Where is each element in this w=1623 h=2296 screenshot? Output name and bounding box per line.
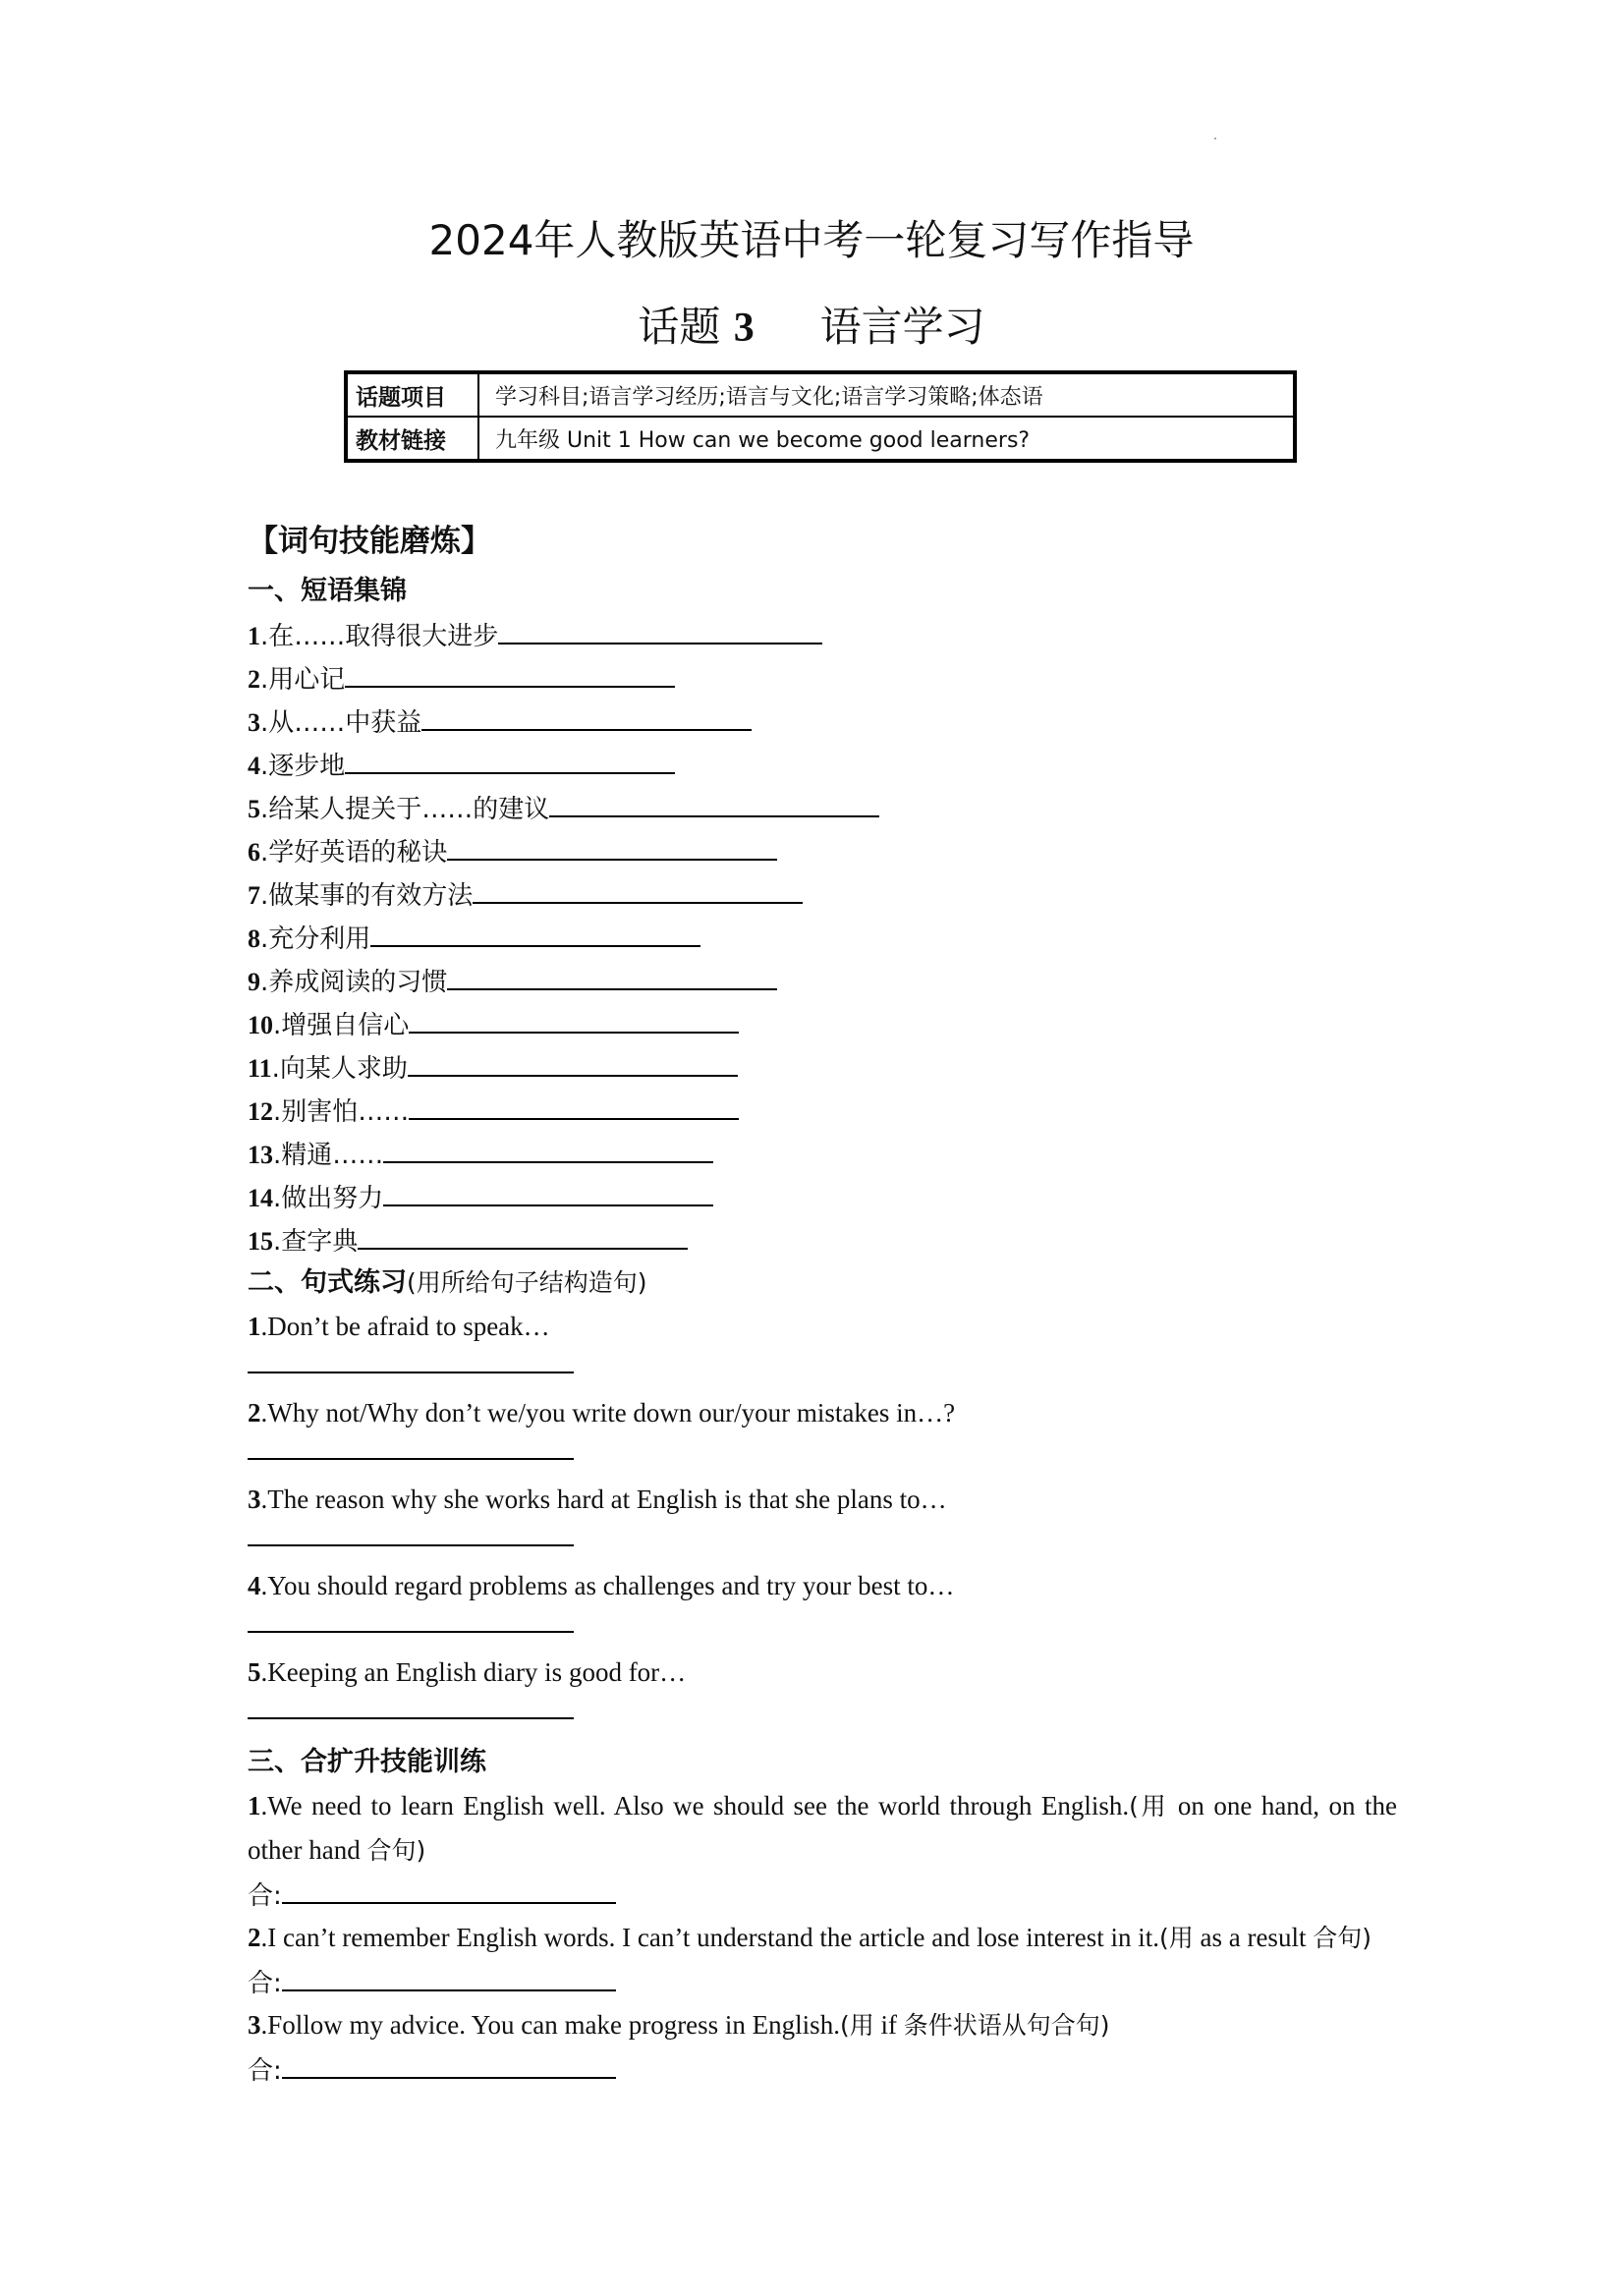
item-text: .逐步地 bbox=[260, 752, 346, 781]
answer-blank[interactable] bbox=[421, 700, 752, 731]
answer-blank[interactable] bbox=[345, 743, 675, 774]
list-item bbox=[248, 1564, 1397, 1607]
answer-blank[interactable] bbox=[409, 1002, 739, 1034]
list-item bbox=[248, 872, 1397, 916]
list-item bbox=[248, 613, 1397, 656]
item-text: .Why not/Why don’t we/you write down our/your mistakes in…? bbox=[260, 1398, 956, 1428]
answer-label: 合: bbox=[248, 1881, 282, 1911]
answer-blank[interactable] bbox=[248, 1544, 574, 1546]
item-note-keyword: if bbox=[873, 2010, 904, 2040]
item-number: 13 bbox=[248, 1141, 273, 1169]
part3-heading: 三、合扩升技能训练 bbox=[248, 1747, 486, 1777]
part2-heading-note: (用所给句子结构造句) bbox=[407, 1268, 647, 1297]
list-item bbox=[248, 1175, 1397, 1218]
list-item bbox=[248, 656, 1397, 700]
topic-subtitle bbox=[0, 298, 1623, 358]
answer-blank[interactable] bbox=[447, 829, 777, 861]
part2-heading: 二、句式练习(用所给句子结构造句) bbox=[248, 1267, 647, 1298]
list-item bbox=[248, 1132, 1397, 1175]
item-text: .增强自信心 bbox=[273, 1011, 410, 1040]
answer-blank[interactable] bbox=[282, 2047, 616, 2079]
item-number: 5 bbox=[248, 1657, 261, 1687]
item-text: .You should regard problems as challenges and try your best to… bbox=[260, 1571, 955, 1600]
item-text: .充分利用 bbox=[260, 924, 371, 954]
subtitle-number: 3 bbox=[733, 306, 755, 351]
answer-blank[interactable] bbox=[370, 916, 700, 947]
item-number: 10 bbox=[248, 1011, 273, 1039]
item-number: 15 bbox=[248, 1227, 273, 1256]
list-item bbox=[248, 786, 1397, 829]
answer-blank[interactable] bbox=[248, 1458, 574, 1460]
item-number: 3 bbox=[248, 1484, 261, 1514]
item-number: 2 bbox=[248, 1398, 261, 1428]
answer-blank[interactable] bbox=[409, 1089, 739, 1120]
item-text: .养成阅读的习惯 bbox=[260, 968, 448, 997]
answer-blank[interactable] bbox=[345, 656, 675, 688]
item-number: 2 bbox=[248, 1923, 261, 1952]
list-item bbox=[248, 829, 1397, 872]
item-note-keyword: on one hand, on the other hand bbox=[248, 1791, 1397, 1865]
item-number: 14 bbox=[248, 1184, 273, 1212]
textbook-link-label: 教材链接 bbox=[346, 417, 478, 461]
list-item bbox=[248, 916, 1397, 959]
exercise-content bbox=[248, 513, 1397, 2091]
item-note-prefix: (用 bbox=[1158, 1924, 1194, 1952]
item-note-prefix: (用 bbox=[839, 2011, 874, 2040]
list-item bbox=[248, 1218, 1397, 1261]
list-item bbox=[248, 1089, 1397, 1132]
textbook-link-value: 九年级 Unit 1 How can we become good learners? bbox=[478, 417, 1295, 461]
answer-blank[interactable] bbox=[248, 1372, 574, 1373]
table-row bbox=[346, 417, 1295, 461]
section-title: 【词句技能磨炼】 bbox=[248, 524, 491, 559]
answer-blank[interactable] bbox=[282, 1873, 616, 1904]
item-number: 4 bbox=[248, 752, 260, 780]
answer-line[interactable] bbox=[248, 1348, 1397, 1391]
combined-answer-line bbox=[248, 1873, 1397, 1916]
answer-blank[interactable] bbox=[383, 1132, 713, 1163]
list-item bbox=[248, 1478, 1397, 1521]
item-text: .We need to learn English well. Also we should see the world through English. bbox=[260, 1791, 1130, 1820]
item-number: 7 bbox=[248, 881, 260, 910]
list-item bbox=[248, 700, 1397, 743]
item-text: .精通…… bbox=[273, 1141, 384, 1170]
answer-line[interactable] bbox=[248, 1607, 1397, 1651]
item-number: 5 bbox=[248, 795, 260, 823]
item-text: .I can’t remember English words. I can’t understand the article and lose interest in it. bbox=[260, 1923, 1159, 1952]
document-title: 2024年人教版英语中考一轮复习写作指导 bbox=[428, 216, 1195, 264]
item-note-suffix: 合句) bbox=[366, 1836, 426, 1865]
item-number: 2 bbox=[248, 665, 260, 694]
topic-info-table bbox=[344, 370, 1297, 463]
list-item bbox=[248, 1002, 1397, 1045]
answer-line[interactable] bbox=[248, 1521, 1397, 1564]
subtitle-topic: 语言学习 bbox=[819, 303, 985, 351]
item-number: 3 bbox=[248, 2010, 261, 2040]
item-number: 1 bbox=[248, 1791, 261, 1820]
item-note-keyword: as a result bbox=[1193, 1923, 1314, 1952]
item-number: 9 bbox=[248, 968, 260, 996]
answer-blank[interactable] bbox=[408, 1045, 738, 1077]
list-item bbox=[248, 1305, 1397, 1348]
item-text: .用心记 bbox=[260, 665, 346, 695]
answer-blank[interactable] bbox=[498, 613, 822, 644]
answer-blank[interactable] bbox=[282, 1960, 616, 1991]
subtitle-prefix: 话题 bbox=[638, 303, 721, 351]
item-text: .Don’t be afraid to speak… bbox=[260, 1312, 550, 1341]
answer-blank[interactable] bbox=[358, 1218, 688, 1250]
answer-blank[interactable] bbox=[248, 1717, 574, 1719]
item-number: 1 bbox=[248, 1312, 261, 1341]
item-text: .Follow my advice. You can make progress in English. bbox=[260, 2010, 840, 2040]
item-number: 8 bbox=[248, 924, 260, 953]
phrase-list bbox=[248, 613, 1397, 1261]
item-text: .Keeping an English diary is good for… bbox=[260, 1657, 687, 1687]
answer-blank[interactable] bbox=[447, 959, 777, 990]
item-text: .做某事的有效方法 bbox=[260, 881, 474, 911]
topic-items-value: 学习科目;语言学习经历;语言与文化;语言学习策略;体态语 bbox=[478, 372, 1295, 417]
item-text: .学好英语的秘诀 bbox=[260, 838, 448, 868]
list-item bbox=[248, 1916, 1397, 1960]
answer-blank[interactable] bbox=[549, 786, 879, 817]
answer-blank[interactable] bbox=[383, 1175, 713, 1206]
combine-sentence-list bbox=[248, 1784, 1397, 2091]
item-text: .给某人提关于……的建议 bbox=[260, 795, 550, 824]
list-item bbox=[248, 1651, 1397, 1694]
answer-label: 合: bbox=[248, 1969, 282, 1998]
list-item bbox=[248, 1391, 1397, 1434]
item-text: .做出努力 bbox=[273, 1184, 384, 1213]
item-number: 3 bbox=[248, 708, 260, 737]
list-item bbox=[248, 1784, 1397, 1873]
sentence-pattern-list bbox=[248, 1305, 1397, 1737]
combined-answer-line bbox=[248, 1960, 1397, 2003]
part1-heading: 一、短语集锦 bbox=[248, 576, 407, 606]
scan-speck bbox=[1214, 138, 1216, 140]
topic-items-label: 话题项目 bbox=[346, 372, 478, 417]
item-number: 12 bbox=[248, 1097, 273, 1126]
list-item bbox=[248, 743, 1397, 786]
item-note-suffix: 条件状语从句合句) bbox=[903, 2011, 1110, 2040]
answer-blank[interactable] bbox=[248, 1631, 574, 1633]
combined-answer-line bbox=[248, 2047, 1397, 2091]
list-item bbox=[248, 959, 1397, 1002]
item-text: .查字典 bbox=[273, 1227, 359, 1257]
item-note-prefix: (用 bbox=[1129, 1792, 1169, 1820]
table-row bbox=[346, 372, 1295, 417]
answer-label: 合: bbox=[248, 2056, 282, 2086]
list-item bbox=[248, 2003, 1397, 2047]
item-text: .别害怕…… bbox=[273, 1097, 410, 1127]
item-number: 6 bbox=[248, 838, 260, 867]
item-note-suffix: 合句) bbox=[1313, 1924, 1371, 1952]
list-item bbox=[248, 1045, 1397, 1089]
item-text: .从……中获益 bbox=[260, 708, 422, 738]
item-text: .向某人求助 bbox=[271, 1054, 408, 1084]
item-text: .The reason why she works hard at English is that she plans to… bbox=[260, 1484, 947, 1514]
answer-blank[interactable] bbox=[473, 872, 803, 904]
item-number: 4 bbox=[248, 1571, 261, 1600]
item-number: 11 bbox=[248, 1054, 272, 1083]
item-text: .在……取得很大进步 bbox=[260, 622, 499, 651]
item-number: 1 bbox=[248, 622, 260, 650]
answer-line[interactable] bbox=[248, 1434, 1397, 1478]
answer-line[interactable] bbox=[248, 1694, 1397, 1737]
